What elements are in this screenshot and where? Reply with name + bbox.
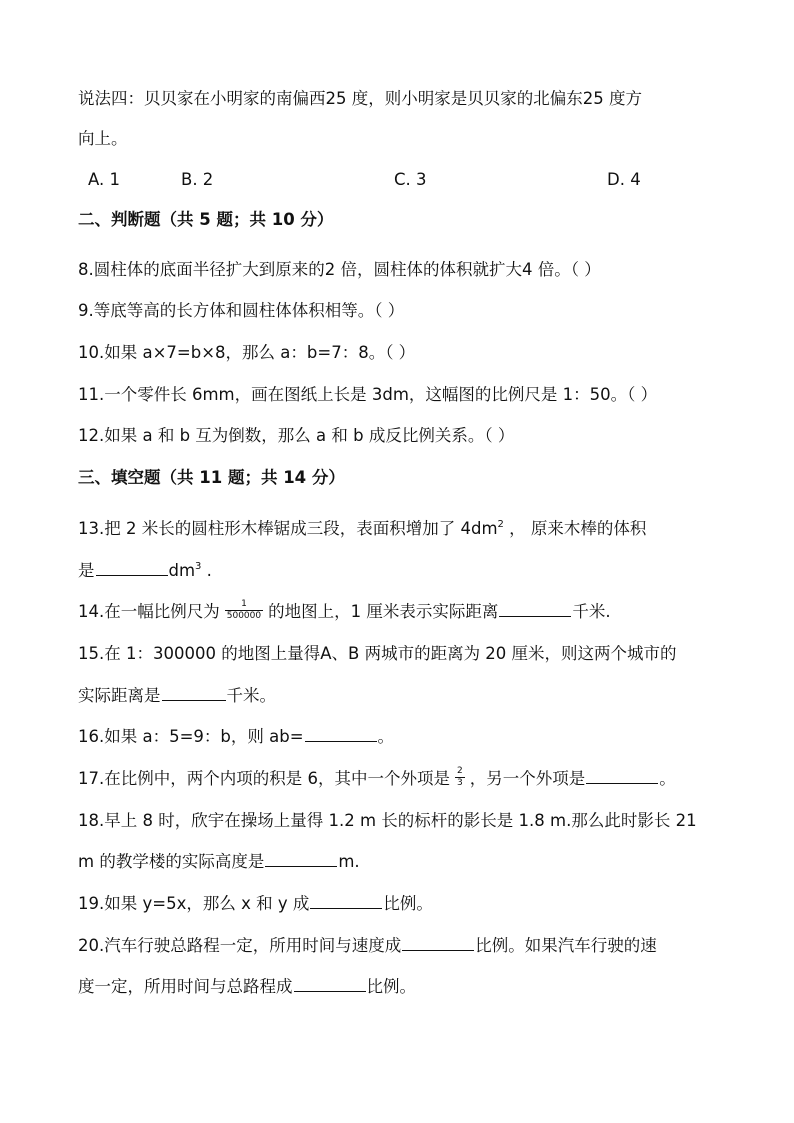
q7-option-b: B. 2 xyxy=(181,170,214,189)
q12-text: 12.如果 a 和 b 互为倒数，那么 a 和 b 成反比例关系。（ ） xyxy=(78,426,515,445)
section-3-heading: 三、填空题（共 11 题；共 14 分） xyxy=(78,468,345,487)
q7-option-d: D. 4 xyxy=(607,170,641,189)
q8-text: 8.圆柱体的底面半径扩大到原来的2 倍，圆柱体的体积就扩大4 倍。（ ） xyxy=(78,260,601,279)
q15-line2-prefix: 实际距离是 xyxy=(78,686,161,705)
q13-line2-suffix: . xyxy=(201,561,212,580)
q16-line xyxy=(78,725,394,749)
q20-answer-blank-1[interactable] xyxy=(402,934,474,951)
q17-fraction-numerator: 2 xyxy=(456,766,463,776)
q14-fraction-numerator: 1 xyxy=(241,599,247,609)
q19-suffix: 比例。 xyxy=(383,894,433,913)
q20-answer-blank-2[interactable] xyxy=(294,975,366,992)
q14-suffix: 千米. xyxy=(572,602,611,621)
q17-middle: ，另一个外项是 xyxy=(469,769,586,788)
q18-line2-prefix: m 的教学楼的实际高度是 xyxy=(78,852,265,871)
q7-option-c: C. 3 xyxy=(394,170,427,189)
q13-text-tail: ， 原来木棒的体积 xyxy=(503,519,647,538)
q18-line2 xyxy=(78,850,360,874)
q9-text: 9.等底等高的长方体和圆柱体体积相等。（ ） xyxy=(78,301,405,320)
q13-line1 xyxy=(78,517,646,541)
q7-statement-4-line1: 说法四：贝贝家在小明家的南偏西25 度，则小明家是贝贝家的北偏东25 度方 xyxy=(78,89,642,108)
q13-area-exponent: 2 xyxy=(497,519,504,530)
q19-line xyxy=(78,892,433,916)
q18-line1: 18.早上 8 时，欣宇在操场上量得 1.2 m 长的标杆的影长是 1.8 m.那么此时影长 21 xyxy=(78,811,697,830)
q14-middle: 的地图上，1 厘米表示实际距离 xyxy=(268,602,499,621)
q20-line1 xyxy=(78,934,657,958)
q13-answer-blank[interactable] xyxy=(96,559,168,576)
q13-volume-exponent: 3 xyxy=(195,561,202,572)
q14-line xyxy=(78,600,611,624)
section-2-heading: 二、判断题（共 5 题；共 10 分） xyxy=(78,210,334,229)
q19-answer-blank[interactable] xyxy=(310,892,382,909)
q20-line2-suffix: 比例。 xyxy=(366,977,416,996)
q20-line1-prefix: 20.汽车行驶总路程一定，所用时间与速度成 xyxy=(78,936,402,955)
q17-suffix: 。 xyxy=(659,769,676,788)
q15-line2 xyxy=(78,684,276,708)
q14-fraction-denominator: 500000 xyxy=(226,611,262,621)
q16-answer-blank[interactable] xyxy=(305,725,377,742)
q13-line2 xyxy=(78,559,212,583)
q15-line2-suffix: 千米。 xyxy=(226,686,276,705)
q18-answer-blank[interactable] xyxy=(265,850,337,867)
q15-line1: 15.在 1：300000 的地图上量得A、B 两城市的距离为 20 厘米，则这两个城市的 xyxy=(78,644,677,663)
q10-text: 10.如果 a×7=b×8，那么 a：b=7：8。（ ） xyxy=(78,343,416,362)
q17-fraction-denominator: 3 xyxy=(456,778,463,788)
q17-prefix: 17.在比例中，两个内项的积是 6，其中一个外项是 xyxy=(78,769,450,788)
q15-answer-blank[interactable] xyxy=(162,684,226,701)
q13-text: 13.把 2 米长的圆柱形木棒锯成三段，表面积增加了 4dm xyxy=(78,519,498,538)
q14-prefix: 14.在一幅比例尺为 xyxy=(78,602,220,621)
q20-line1-suffix: 比例。如果汽车行驶的速 xyxy=(475,936,657,955)
q17-fraction xyxy=(455,766,465,789)
q16-suffix: 。 xyxy=(377,727,395,746)
q17-answer-blank[interactable] xyxy=(586,767,658,784)
q20-line2-prefix: 度一定，所用时间与总路程成 xyxy=(78,977,293,996)
q7-option-a: A. 1 xyxy=(88,170,120,189)
q16-prefix: 16.如果 a：5=9：b，则 ab= xyxy=(78,727,304,746)
q13-line2-prefix: 是 xyxy=(78,561,95,580)
q14-answer-blank[interactable] xyxy=(499,600,571,617)
q20-line2 xyxy=(78,975,416,999)
q14-scale-fraction xyxy=(225,599,263,622)
q17-line xyxy=(78,767,676,791)
q18-line2-suffix: m. xyxy=(338,852,360,871)
q11-text: 11.一个零件长 6mm，画在图纸上长是 3dm，这幅图的比例尺是 1：50。（ ） xyxy=(78,385,658,404)
q19-prefix: 19.如果 y=5x，那么 x 和 y 成 xyxy=(78,894,310,913)
q13-unit: dm xyxy=(168,561,196,580)
q7-statement-4-line2: 向上。 xyxy=(78,129,128,148)
